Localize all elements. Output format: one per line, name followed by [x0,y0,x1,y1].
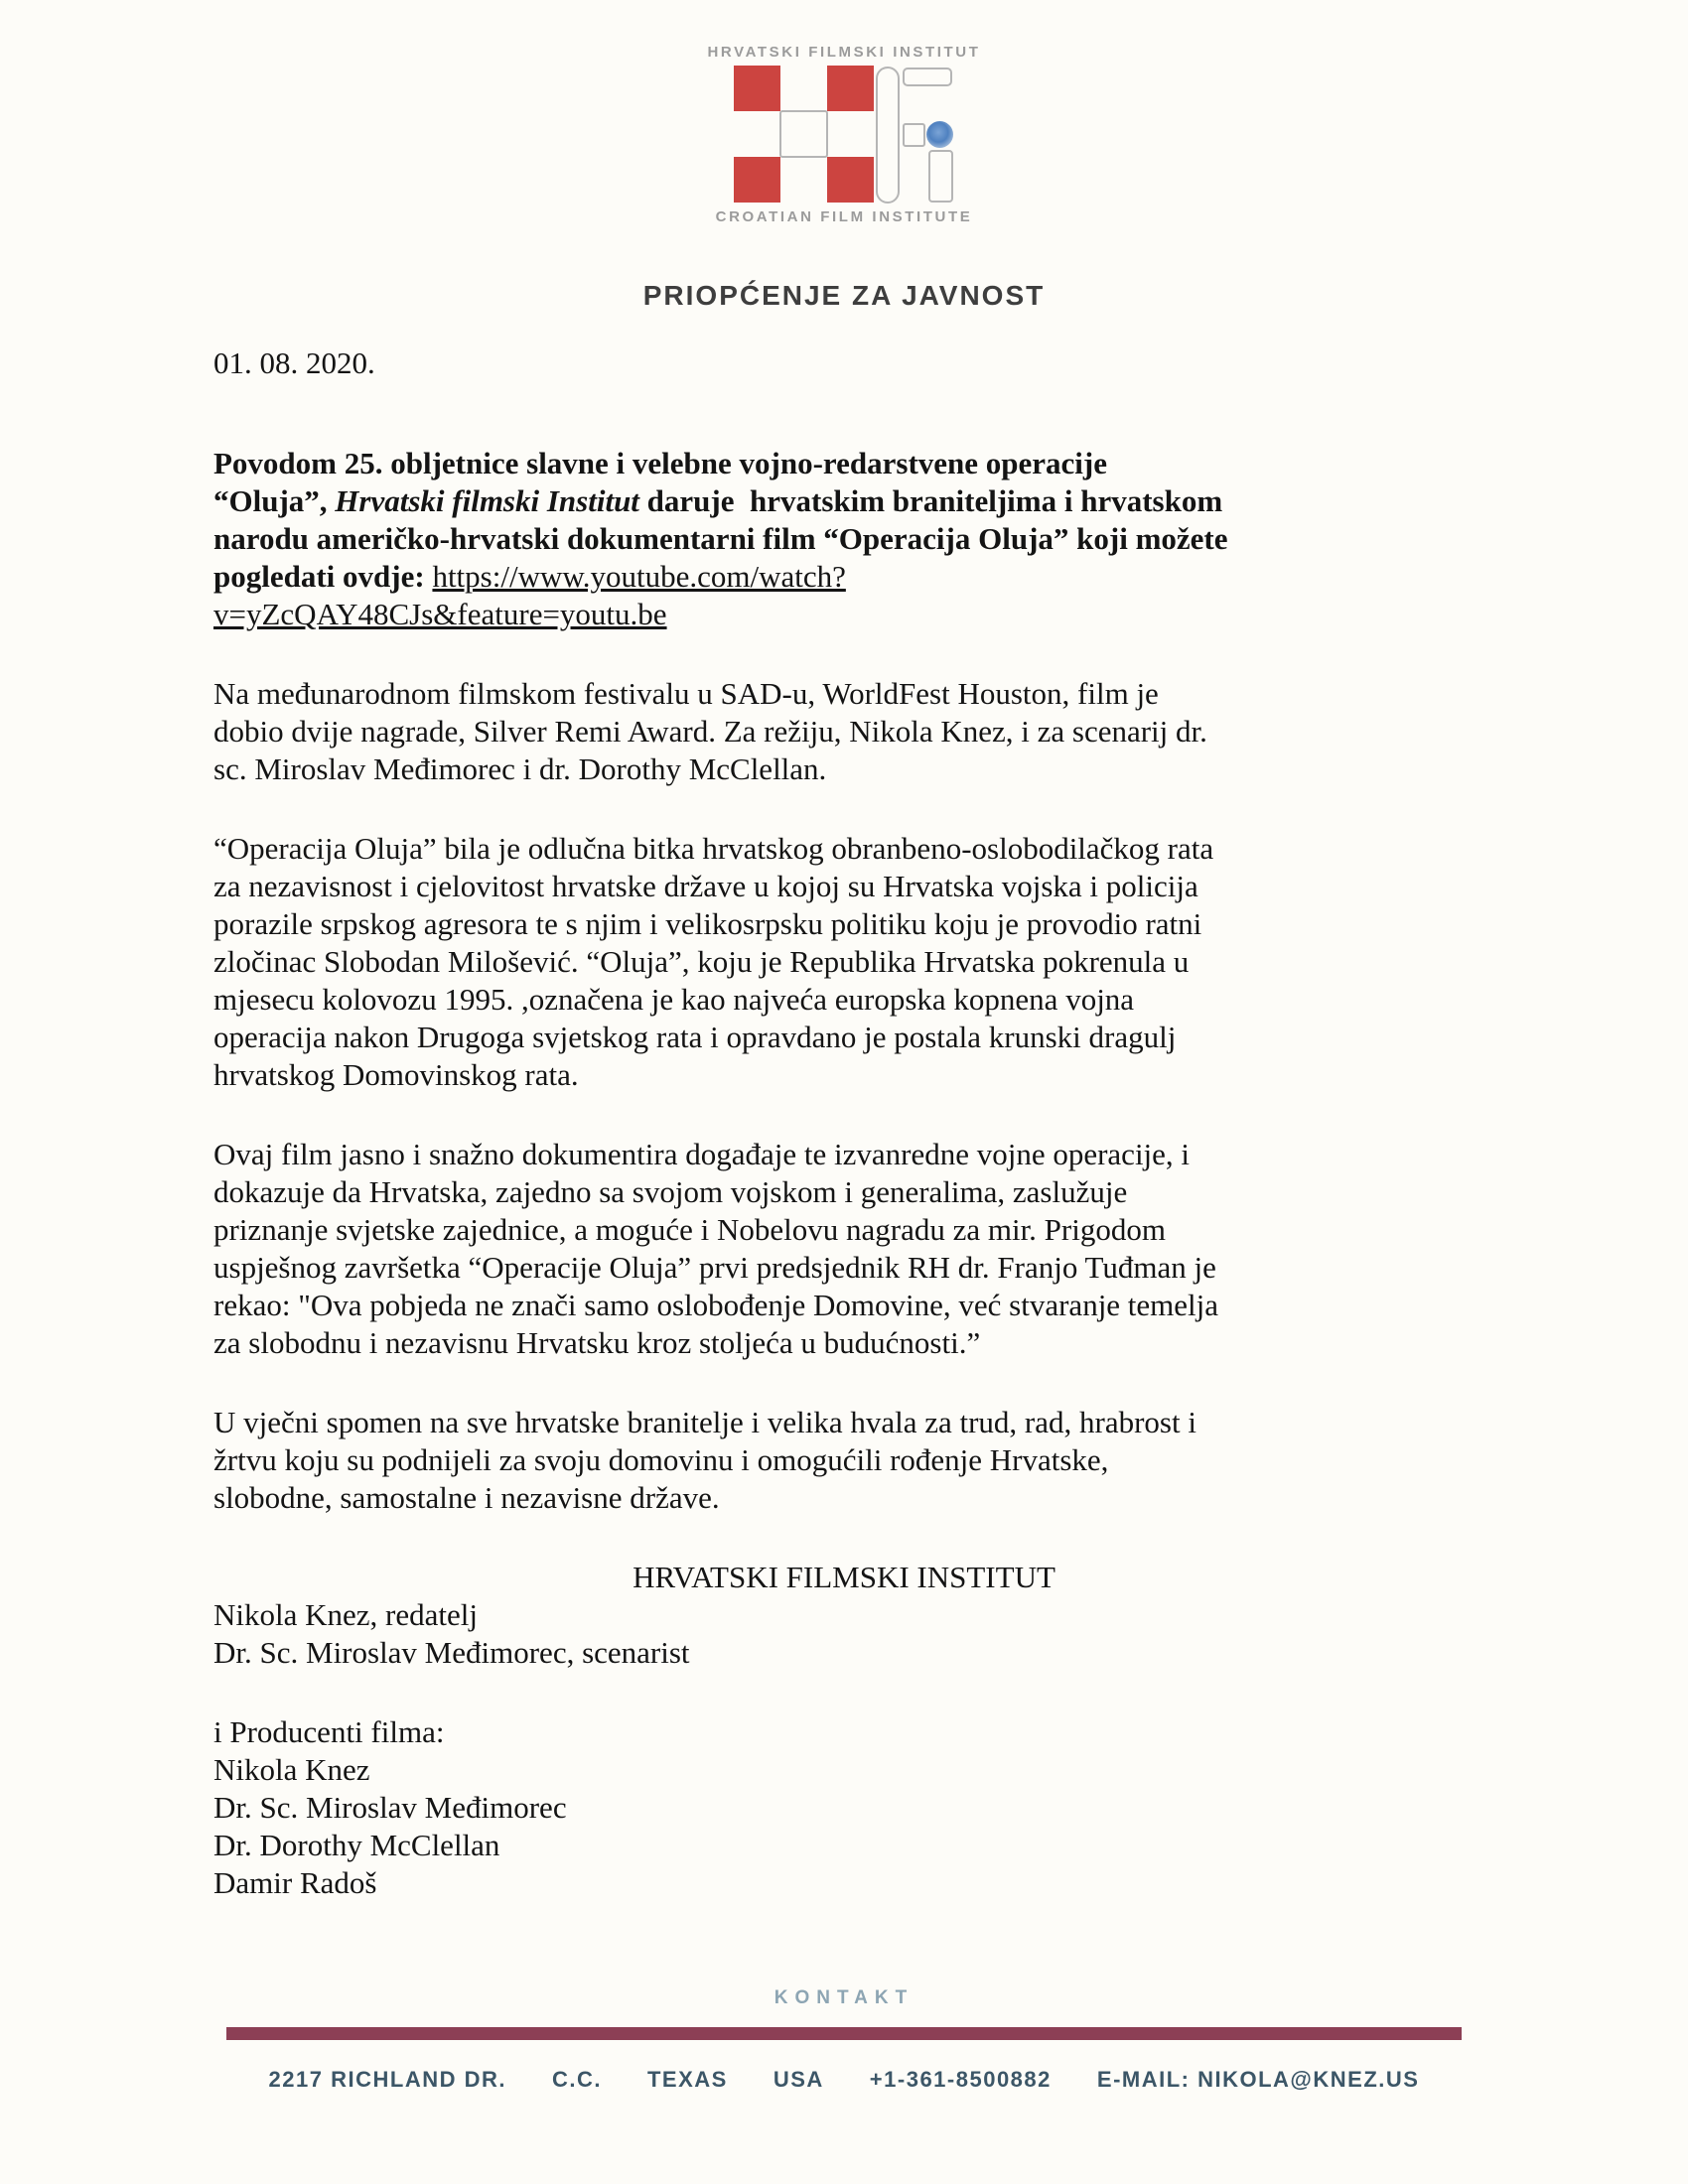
text-segment: zločinac Slobodan Milošević. “Oluja”, koju je Republika Hrvatska pokrenula u [213,944,1190,979]
text-line [213,1441,1475,1479]
text-segment: Dr. Dorothy McClellan [213,1828,500,1862]
film-paragraph [213,1136,1475,1362]
text-line [213,1713,1475,1751]
text-line [213,558,1475,596]
document-body [213,445,1475,1944]
text-line [213,1136,1475,1173]
text-segment: mjesecu kolovozu 1995. ,označena je kao najveća europska kopnena vojna [213,982,1135,1017]
text-segment: dobio dvije nagrade, Silver Remi Award. Za režiju, Nikola Knez, i za scenarij dr. [213,714,1207,749]
text-line [213,675,1475,713]
text-line [213,1596,1475,1634]
text-segment: narodu američko-hrvatski dokumentarni film “Operacija Oluja” koji možete [213,521,1228,556]
text-line [213,981,1475,1019]
logo-red-square [827,66,874,111]
text-segment: dokazuje da Hrvatska, zajedno sa svojom vojskom i generalima, zaslužuje [213,1174,1128,1209]
text-line [213,596,1475,633]
youtube-link[interactable]: https://www.youtube.com/watch? [432,559,846,594]
text-line [213,1056,1475,1094]
text-segment: sc. Miroslav Međimorec i dr. Dorothy McClellan. [213,751,827,786]
text-segment: HRVATSKI FILMSKI INSTITUT [633,1560,1055,1594]
text-segment: “Oluja”, [213,483,336,518]
logo-bottom-text: CROATIAN FILM INSTITUTE [715,208,973,225]
text-line [213,1404,1475,1441]
text-segment: uspješnog završetka “Operacije Oluja” prvi predsjednik RH dr. Franjo Tuđman je [213,1250,1216,1285]
footer-contact-item: 2217 RICHLAND DR. [268,2067,506,2092]
footer-contact-item: +1-361-8500882 [869,2067,1052,2092]
text-segment: Damir Radoš [213,1865,377,1900]
text-line [213,905,1475,943]
text-segment: “Operacija Oluja” bila je odlučna bitka hrvatskog obranbeno-oslobodilačkog rata [213,831,1214,866]
text-line [213,1249,1475,1287]
text-line [213,830,1475,868]
text-segment: priznanje svjetske zajednice, a moguće i Nobelovu nagradu za mir. Prigodom [213,1212,1166,1247]
text-segment: U vječni spomen na sve hrvatske branitelje i velika hvala za trud, rad, hrabrost i [213,1405,1196,1439]
intro-paragraph [213,445,1475,633]
text-line [213,751,1475,788]
text-line [213,1173,1475,1211]
logo-top-text: HRVATSKI FILMSKI INSTITUT [707,44,981,61]
festival-paragraph [213,675,1475,788]
text-line [213,1634,1475,1672]
text-segment: za slobodnu i nezavisnu Hrvatsku kroz stoljeća u budućnosti.” [213,1325,981,1360]
footer-kontakt-label: KONTAKT [774,1987,914,2008]
text-segment: Ovaj film jasno i snažno dokumentira događaje te izvanredne vojne operacije, i [213,1137,1191,1171]
document-date: 01. 08. 2020. [213,345,375,380]
producers-block [213,1713,1475,1902]
text-segment: hrvatskog Domovinskog rata. [213,1057,579,1092]
text-line [213,1864,1475,1902]
text-segment: slobodne, samostalne i nezavisne države. [213,1480,720,1515]
text-segment: porazile srpskog agresora te s njim i velikosrpsku politiku koju je provodio ratni [213,906,1202,941]
text-segment: Hrvatski filmski Institut [335,483,639,518]
logo-blue-dot-icon [926,121,953,148]
page-title: PRIOPĆENJE ZA JAVNOST [642,280,1046,311]
footer-contact-item: E-MAIL: NIKOLA@KNEZ.US [1096,2067,1420,2092]
tribute-paragraph [213,1404,1475,1517]
footer-contact-item: C.C. [551,2067,602,2092]
logo-red-square [734,157,780,203]
text-segment: Nikola Knez [213,1752,370,1787]
text-line [213,445,1475,482]
text-line [213,1324,1475,1362]
text-line [213,1559,1475,1596]
logo-red-square [827,157,874,203]
text-line [213,713,1475,751]
text-segment: daruje hrvatskim braniteljima i hrvatskom [638,483,1223,518]
text-line [213,520,1475,558]
footer-divider [226,2027,1462,2040]
institute-logo [0,44,1688,225]
logo-red-square [734,66,780,111]
logo-letter-small-square [903,123,925,147]
text-line [213,1019,1475,1056]
checkerboard-logo-icon [734,66,954,205]
text-segment: Povodom 25. obljetnice slavne i velebne vojno-redarstvene operacije [213,446,1107,480]
signature-block [213,1559,1475,1672]
text-segment: Dr. Sc. Miroslav Međimorec, scenarist [213,1635,690,1670]
text-line [213,1287,1475,1324]
text-line [213,943,1475,981]
logo-letter-bar [876,67,900,204]
text-line [213,1211,1475,1249]
operation-paragraph [213,830,1475,1094]
text-segment: rekao: "Ova pobjeda ne znači samo oslobođenje Domovine, već stvaranje temelja [213,1288,1219,1322]
text-line [213,1789,1475,1827]
text-line [213,1827,1475,1864]
text-segment: pogledati ovdje: [213,559,433,594]
logo-letter-rect-bottom [928,150,953,203]
text-line [213,1751,1475,1789]
text-segment: i Producenti filma: [213,1714,445,1749]
text-segment: Na međunarodnom filmskom festivalu u SAD-u, WorldFest Houston, film je [213,676,1159,711]
text-line [213,1479,1475,1517]
footer-contact-item: USA [773,2067,824,2092]
text-segment: žrtvu koju su podnijeli za svoju domovinu i omogućili rođenje Hrvatske, [213,1442,1109,1477]
text-segment: Dr. Sc. Miroslav Međimorec [213,1790,567,1825]
text-segment: za nezavisnost i cjelovitost hrvatske države u kojoj su Hrvatska vojska i policija [213,869,1198,903]
logo-white-square [779,110,828,158]
youtube-link[interactable]: v=yZcQAY48CJs&feature=youtu.be [213,597,667,631]
text-segment: operacija nakon Drugoga svjetskog rata i opravdano je postala krunski dragulj [213,1020,1177,1054]
logo-letter-rect-top [903,68,952,86]
text-line [213,482,1475,520]
footer-contact-line [0,2067,1688,2093]
text-segment: Nikola Knez, redatelj [213,1597,478,1632]
text-line [213,868,1475,905]
footer-contact-item: TEXAS [646,2067,728,2092]
